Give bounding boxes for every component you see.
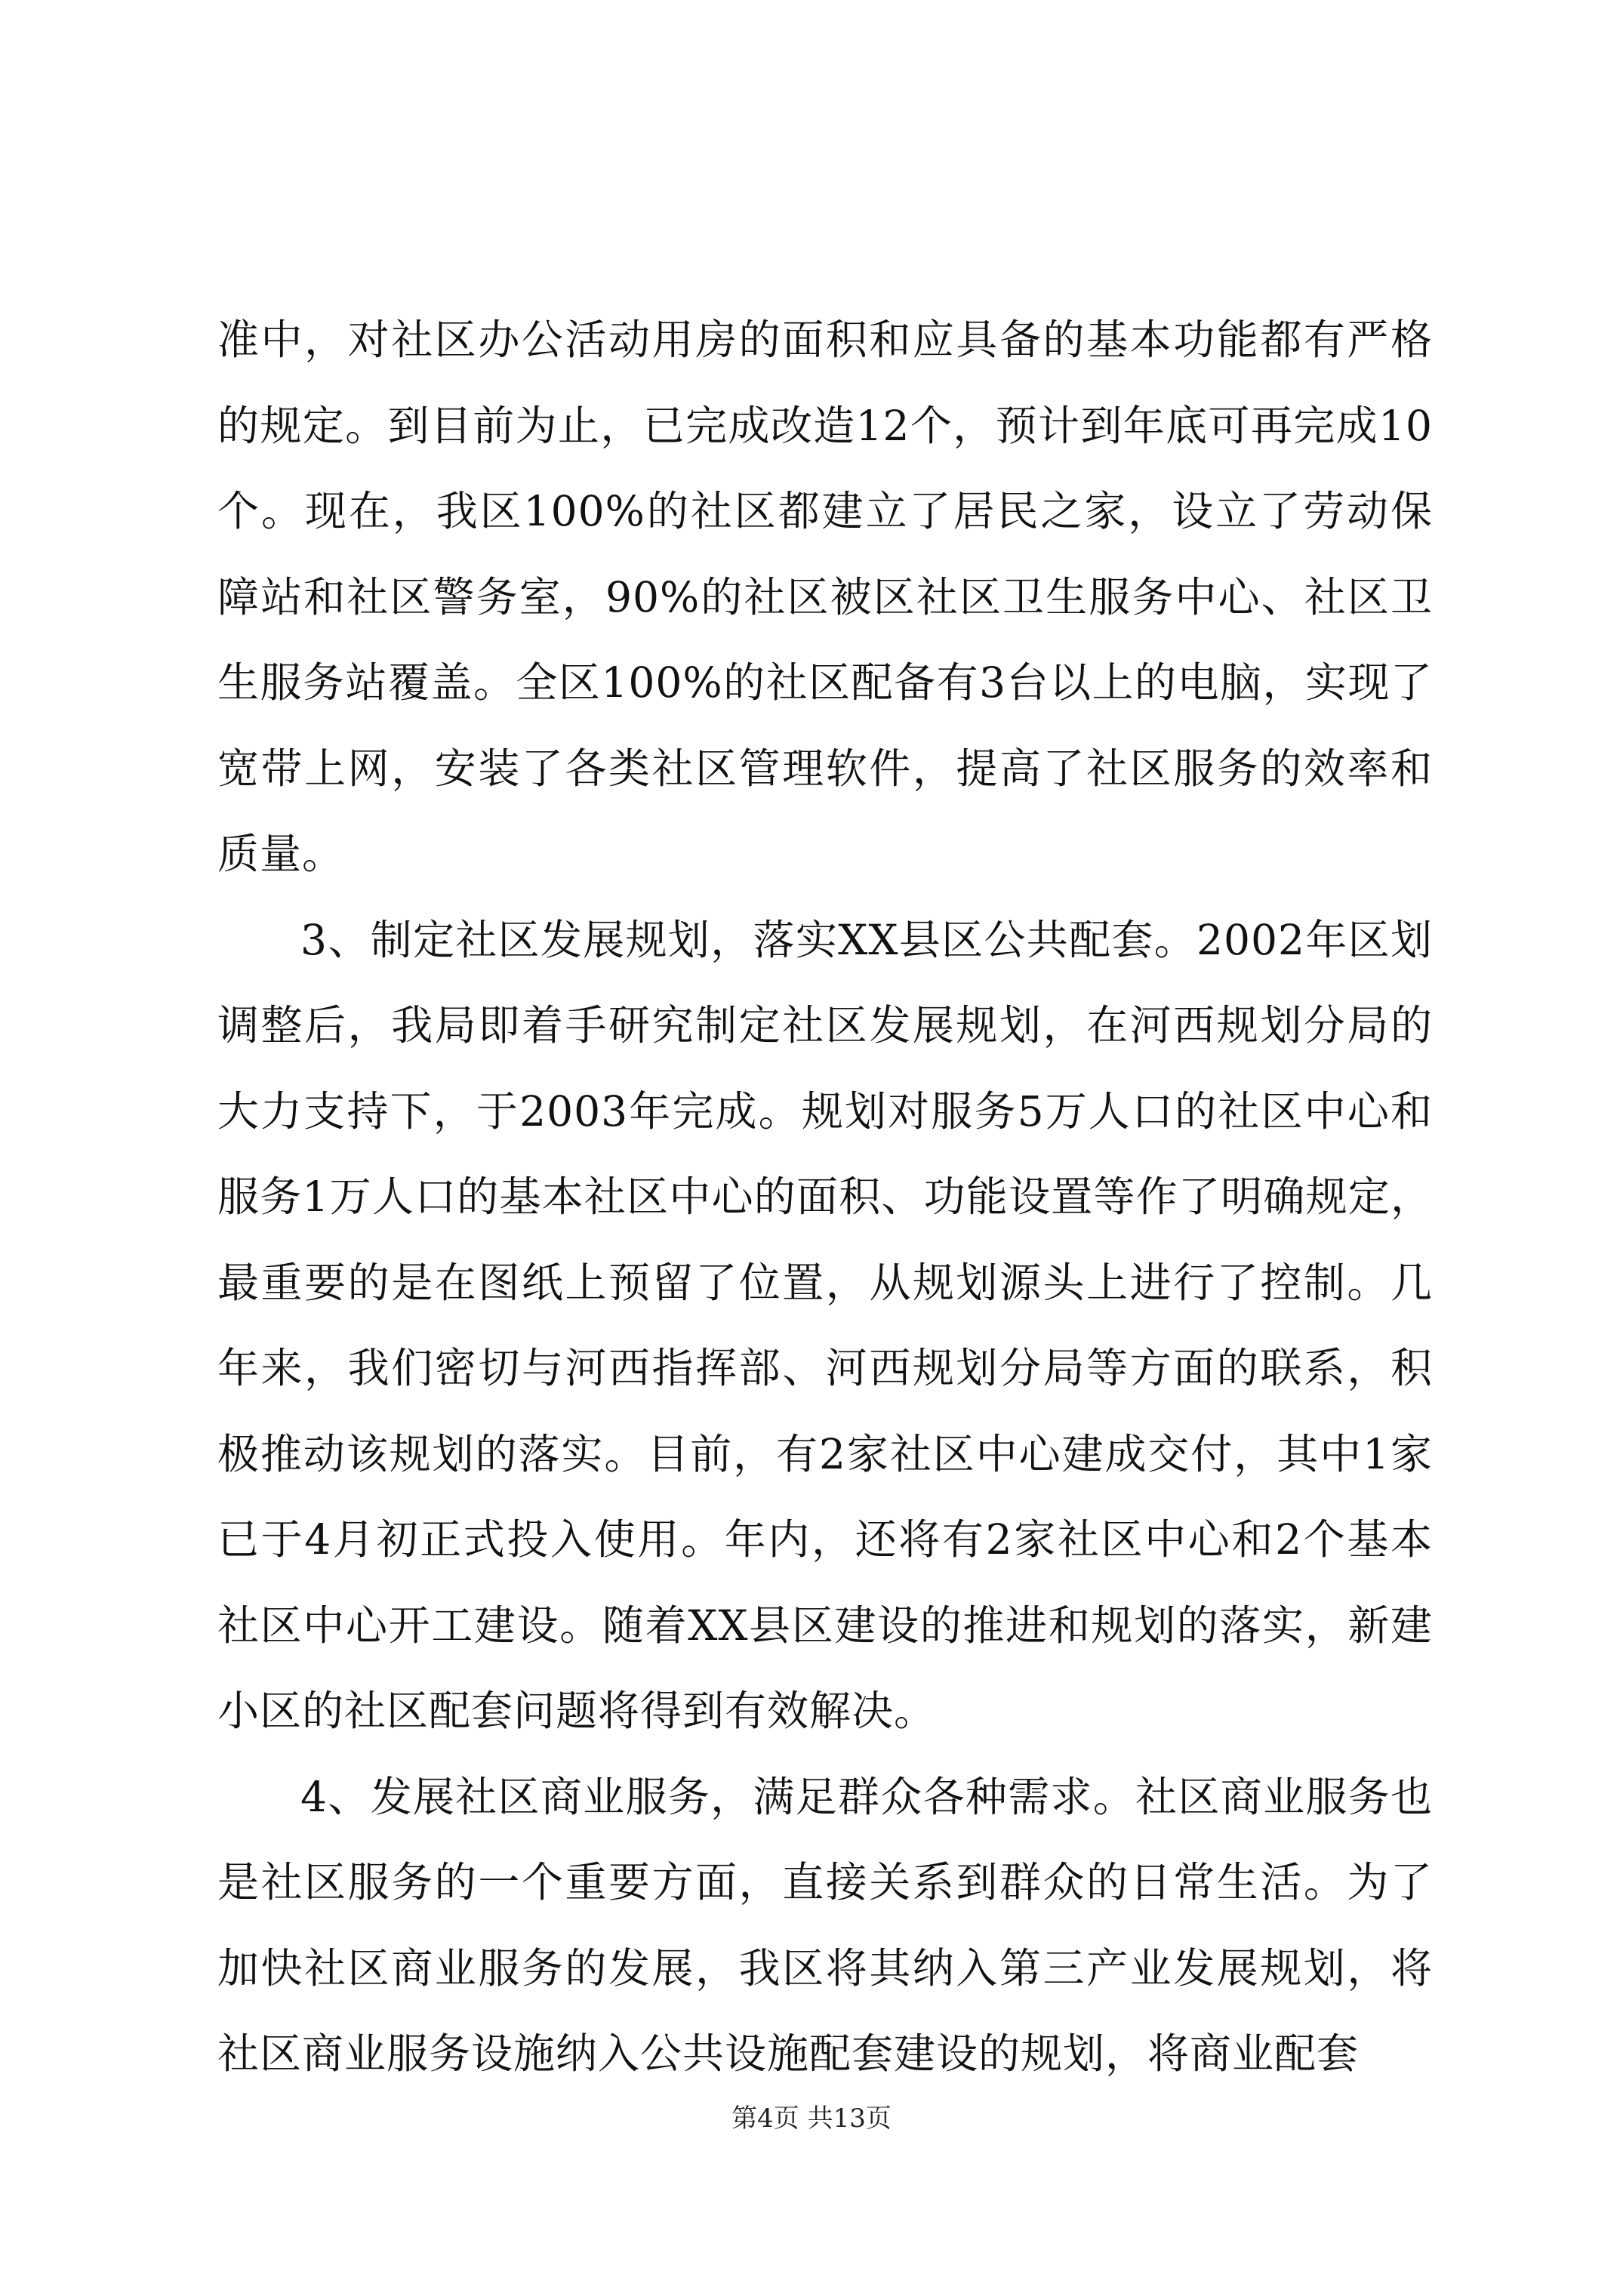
paragraph-3: 4、发展社区商业服务，满足群众各种需求。社区商业服务也是社区服务的一个重要方面，直接关系到群众的日常生活。为了加快社区商业服务的发展，我区将其纳入第三产业发展规划，将社区商业服务设施纳入公共设施配套建设的规划，将商业配套 xyxy=(217,1772,1433,2078)
document-body xyxy=(217,297,1433,2097)
paragraph-2: 3、制定社区发展规划，落实XX县区公共配套。2002年区划调整后，我局即着手研究制定社区发展规划，在河西规划分局的大力支持下，于2003年完成。规划对服务5万人口的社区中心和服务1万人口的基本社区中心的面积、功能设置等作了明确规定，最重要的是在图纸上预留了位置，从规划源头上进行了控制。几年来，我们密切与河西指挥部、河西规划分局等方面的联系，积极推动该规划的落实。目前，有2家社区中心建成交付，其中1家已于4月初正式投入使用。年内，还将有2家社区中心和2个基本社区中心开工建设。随着XX县区建设的推进和规划的落实，新建小区的社区配套问题将得到有效解决。 xyxy=(217,915,1433,1735)
page-footer: 第4页 共13页 xyxy=(731,2103,892,2134)
paragraph-1: 准中，对社区办公活动用房的面积和应具备的基本功能都有严格的规定。到目前为止，已完成改造12个，预计到年底可再完成10个。现在，我区100%的社区都建立了居民之家，设立了劳动保障站和社区警务室，90%的社区被区社区卫生服务中心、社区卫生服务站覆盖。全区100%的社区配备有3台以上的电脑，实现了宽带上网，安装了各类社区管理软件，提高了社区服务的效率和质量。 xyxy=(217,316,1433,878)
